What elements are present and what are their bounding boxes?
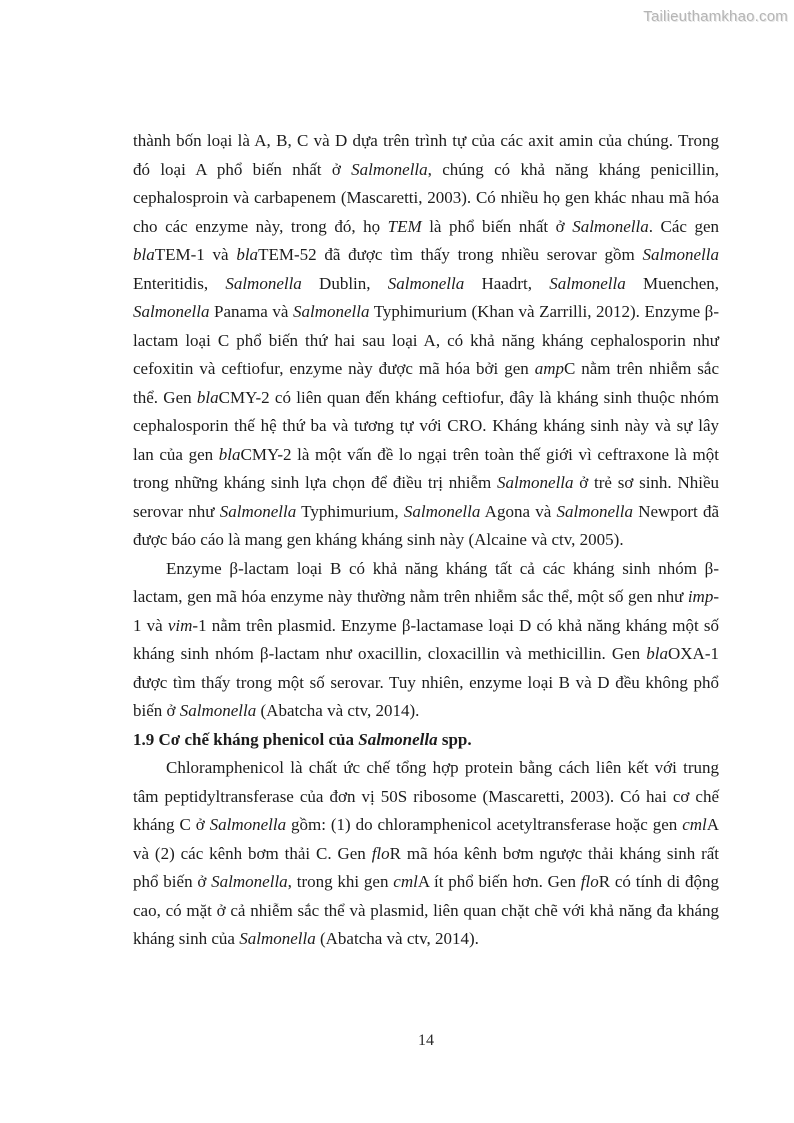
paragraph-beta-lactam-b-d: Enzyme β-lactam loại B có khả năng kháng tất cả các kháng sinh nhóm β-lactam, gen mã hóa enzyme này thường nằm trên nhiễm sắc thể, một số gen như imp-1 và vim-1 nằm trên plasmid. Enzyme β-lactamase loại D có khả năng kháng một số kháng sinh nhóm β-lactam như oxacillin, cloxacillin và methicillin. Gen blaOXA-1 được tìm thấy trong một số serovar. Tuy nhiên, enzyme loại B và D đều không phổ biến ở Salmonella (Abatcha và ctv, 2014).: [133, 558, 719, 720]
section-heading-1-9: 1.9 Cơ chế kháng phenicol của Salmonella spp.: [133, 729, 472, 749]
paragraph-beta-lactam-classes: thành bốn loại là A, B, C và D dựa trên trình tự của các axit amin của chúng. Trong đó loại A phổ biến nhất ở Salmonella, chúng có khả năng kháng penicillin, cephalosproin và carbapenem (Mascaretti, 2003). Có nhiều họ gen khác nhau mã hóa cho các enzyme này, trong đó, họ TEM là phổ biến nhất ở Salmonella. Các gen blaTEM-1 và blaTEM-52 đã được tìm thấy trong nhiều serovar gồm Salmonella Enteritidis, Salmonella Dublin, Salmonella Haadrt, Salmonella Muenchen, Salmonella Panama và Salmonella Typhimurium (Khan và Zarrilli, 2012). Enzyme β-lactam loại C phổ biến thứ hai sau loại A, có khả năng kháng cephalosporin như cefoxitin và ceftiofur, enzyme này được mã hóa bởi gen ampC nằm trên nhiễm sắc thể. Gen blaCMY-2 có liên quan đến kháng ceftiofur, đây là kháng sinh thuộc nhóm cephalosporin thế hệ thứ ba và tương tự với CRO. Kháng kháng sinh này và sự lây lan của gen blaCMY-2 là một vấn đề lo ngại trên toàn thế giới vì ceftraxone là một trong những kháng sinh lựa chọn để điều trị nhiễm Salmonella ở trẻ sơ sinh. Nhiều serovar như Salmonella Typhimurium, Salmonella Agona và Salmonella Newport đã được báo cáo là mang gen kháng kháng sinh này (Alcaine và ctv, 2005).: [133, 131, 720, 549]
paragraph-phenicol-resistance: Chloramphenicol là chất ức chế tổng hợp protein bằng cách liên kết với trung tâm peptidyltransferase của đơn vị 50S ribosome (Mascaretti, 2003). Có hai cơ chế kháng C ở Salmonella gồm: (1) do chloramphenicol acetyltransferase hoặc gen cmlA và (2) các kênh bơm thải C. Gen floR mã hóa kênh bơm ngược thải kháng sinh rất phổ biến ở Salmonella, trong khi gen cmlA ít phổ biến hơn. Gen floR có tính di động cao, có mặt ở cả nhiễm sắc thể và plasmid, liên quan chặt chẽ với khả năng đa kháng kháng sinh của Salmonella (Abatcha và ctv, 2014).: [133, 758, 720, 948]
page-number: 14: [418, 1032, 434, 1049]
document-body: [133, 127, 719, 954]
watermark: Tailieuthamkhao.com: [643, 8, 788, 25]
